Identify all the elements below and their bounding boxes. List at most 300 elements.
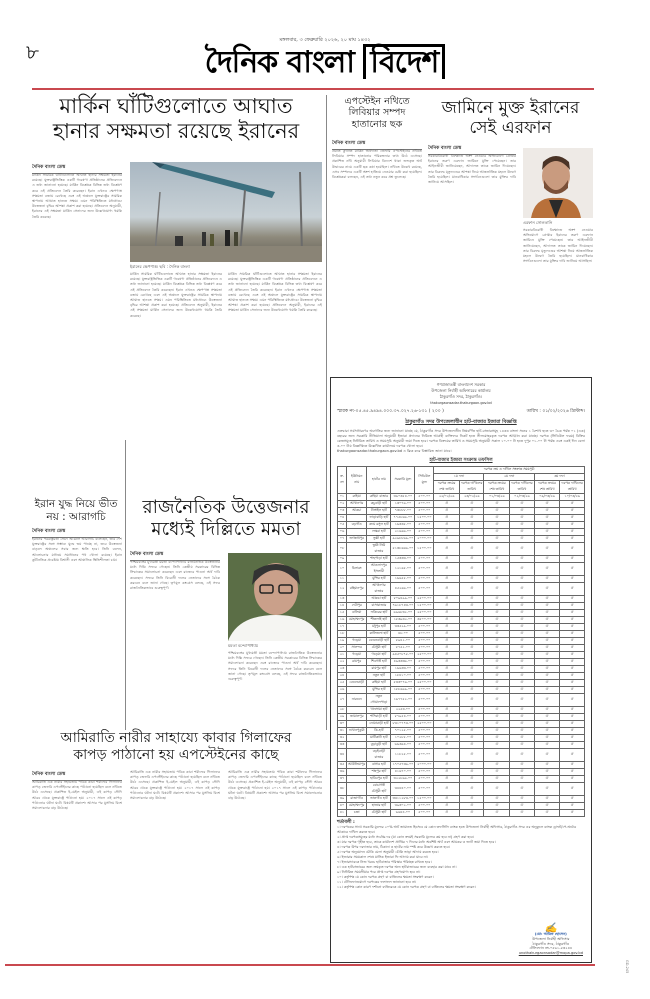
cell-schedule-date: ঐ [560,522,585,529]
schedule-group: ৩য় দফা [534,474,584,481]
cell-hat: শসিবাড়ী হাট [367,714,391,721]
cell-hat: আকচা হাট [367,596,391,603]
photo-caption: এরফান সোলতানি [523,220,553,225]
cell-schedule-date: ঐ [434,749,460,762]
cell-fee: ১৫০০.০০ [415,543,434,556]
signatory-office: ঠাকুরগাঁও সদর, ঠাকুরগাঁও [532,941,570,946]
cell-schedule-date: ঐ [459,556,484,563]
table-row [338,631,585,638]
cell-fee: ২০০০.০০ [415,536,434,543]
headline-line: কাপড় পাঠানো হয় এপস্টেইনের কাছে [73,746,279,763]
cell-no: ২২ [338,659,347,666]
article-body-column: পশ্চিমবঙ্গের মুখ্যমন্ত্রী মমতা বন্দ্যোপাধ্যায় রাজনৈতিক উত্তেজনার মধ্যে দিল্লি সফরে গেছেন। তিনি কেন্দ্রীয় সরকারের বিভিন্ন সিদ্ধান্তের সমালোচনা করেছেন এবং রাজ্যের পাওনা অর্থ দাবি করেছেন। সফরে তিনি বিরোধী দলের নেতাদের সঙ্গে বৈঠক করবেন বলে জানা গেছে। তৃণমূল কংগ্রেস বলছে, এই সফর রাজনৈতিকভাবে গুরুত্বপূর্ণ। [130,560,220,591]
cell-schedule-date: ঐ [484,776,510,783]
cell-fee: ২৫০০.০০ [415,721,434,728]
cell-schedule-date: ঐ [484,576,510,583]
cell-fee: ৫০০.০০ [415,666,434,673]
cell-schedule-date: ঐ [434,687,460,694]
cell-schedule-date: ০৯/০৩/২৬ [534,494,560,501]
cell-schedule-date: ঐ [484,769,510,776]
table-row [338,508,585,515]
cell-union: গড়েয়া [347,638,367,645]
cell-fee: ৫০০.০০ [415,638,434,645]
cell-schedule-date: ঐ [510,645,535,652]
cell-price: ৩৯৩০২.০০ [391,803,415,810]
cell-schedule-date: ঐ [510,583,535,596]
cell-schedule-date: ঐ [510,543,535,556]
term-item: ৭। ইজারাদারকে নিজ খরচে হাটবাজার পরিস্কার পরিচ্ছন্ন রাখতে হবে। [337,860,432,864]
cell-no: ১১ [338,576,347,583]
cell-schedule-date: ঐ [534,515,560,522]
cell-schedule-date: ঐ [510,638,535,645]
cell-no: ১০ [338,563,347,576]
cell-schedule-date: ঐ [534,563,560,576]
cell-hat: রুহিয়া বাজার [367,494,391,501]
schedule-sub: দরপত্র দাখিলের তারিখ [459,481,484,494]
cell-price: ৩৩৫২৯.০০ [391,624,415,631]
cell-schedule-date: ঐ [484,735,510,742]
cell-schedule-date: ঐ [434,603,460,610]
table-row [338,694,585,707]
cell-no: ৩১ [338,728,347,735]
cell-fee: ৫০০.০০ [415,501,434,508]
cell-fee: ২৫০০.০০ [415,652,434,659]
cell-fee: ৫০০.০০ [415,735,434,742]
cell-schedule-date: ঐ [560,714,585,721]
byline: দৈনিক বাংলা ডেস্ক [130,551,220,561]
article-body-column: সরকারবিরোধী বিক্ষোভে অংশ নেওয়ার অভিযোগে গ্রেপ্তার ইরানের তরুণ এরফান জামিনে মুক্তি পেয়েছেন। তার আইনজীবী জানিয়েছেন, আদালত তাকে জামিন দিয়েছেন। তার বিরুদ্ধে মৃত্যুদণ্ডের আশঙ্কা নিয়ে আন্তর্জাতিক মহলে উদ্বেগ তৈরি হয়েছিল। মানবাধিকার সংগঠনগুলো তার মুক্তির দাবি জানিয়ে আসছিল। [428,154,516,185]
article-body-column: সরকারবিরোধী বিক্ষোভে অংশ নেওয়ার অভিযোগে গ্রেপ্তার ইরানের তরুণ এরফান জামিনে মুক্তি পেয়েছেন। তার আইনজীবী জানিয়েছেন, আদালত তাকে জামিন দিয়েছেন। তার বিরুদ্ধে মৃত্যুদণ্ডের আশঙ্কা নিয়ে আন্তর্জাতিক মহলে উদ্বেগ তৈরি হয়েছিল। মানবাধিকার সংগঠনগুলো তার মুক্তির দাবি জানিয়ে আসছিল। [523,228,593,264]
cell-schedule-date: ঐ [560,776,585,783]
cell-price: ৭৬১৮৭৪৩.০০ [391,603,415,610]
notice-website[interactable]: thakurgaonsadar.thakurgaon.gov.bd [430,401,492,405]
cell-schedule-date: ঐ [534,617,560,624]
cell-schedule-date: ঐ [459,522,484,529]
byline: দৈনিক বাংলা ডেস্ক [32,528,120,538]
cell-schedule-date: ঐ [459,666,484,673]
headline-iran-missile[interactable] [30,94,322,144]
cell-schedule-date: ঐ [434,576,460,583]
cell-no: ৩৩ [338,742,347,749]
cell-schedule-date: ঐ [534,638,560,645]
cell-fee: ৫০০.০০ [415,624,434,631]
cell-schedule-date: ঐ [434,742,460,749]
cell-fee: ৫০০.০০ [415,769,434,776]
headline-line: হাতানোর ছক [351,118,403,130]
cell-schedule-date: ঐ [534,522,560,529]
cell-price: ৩৬০৩৫৪.০০ [391,494,415,501]
cell-hat: হাবিবপুর হাট [367,776,391,783]
cell-schedule-date: ঐ [534,783,560,796]
cell-no: ১৯ [338,638,347,645]
cell-union: রহিমানপুর [347,583,367,596]
cell-hat: রুহিয়া হাট [367,680,391,687]
schedule-sub: দরপত্র ক্রয়ের শেষ তারিখ [484,481,510,494]
term-item: ২। প্রাপ্ত দরপত্রসমূহের মধ্যে সর্বোচ্চ দর (যা কোন ক্রমেই সরকারি মূল্যের কম হবে না) গ্রহণ করা হবে। [337,835,475,839]
col-header: সরকারি মূল্য [391,467,415,494]
cell-price: ৮৭৯৫৪.০০ [391,714,415,721]
cell-no: ৩৭ [338,776,347,783]
table-row [338,522,585,529]
cell-schedule-date: ঐ [484,680,510,687]
cell-schedule-date: ঐ [560,603,585,610]
cell-union: গড়েয়া [347,652,367,659]
cell-schedule-date: ঐ [484,796,510,803]
article-body-column: মার্কিন সামরিক ঘাঁটিগুলোতে আঘাত হানার সক্ষমতা ইরানের রয়েছে। যুক্তরাষ্ট্রভিত্তিক একটি গবেষণা প্রতিষ্ঠানের প্রতিবেদনে এ তথ্য জানানো হয়েছে। মার্কিন বিশ্লেষক বিভিন্ন তথ্য বিশ্লেষণ করে এই প্রতিবেদন তৈরি করেছেন। ইরান এখনও ক্ষেপণাস্ত্র সক্ষমতা বজায় রেখেছে এবং এই অঞ্চলে যুক্তরাষ্ট্রের সামরিক স্থাপনায় আঘাত হানতে সক্ষম। এমন পরিস্থিতিতে মধ্যপ্রাচ্যে উত্তেজনা বৃদ্ধির আশঙ্কা প্রকাশ করা হয়েছে। প্রতিবেদন অনুযায়ী, ইরানের এই সক্ষমতা মার্কিন সেনাদের জন্য উল্লেখযোগ্য হুমকি তৈরি করেছে। [130,272,222,318]
headline-line: নয় : আরাগচি [46,510,106,523]
cell-no: ০১ [338,494,347,501]
cell-schedule-date: ঐ [459,638,484,645]
gov-line: গণপ্রজাতন্ত্রী বাংলাদেশ সরকার [436,382,486,387]
cell-schedule-date: ঐ [434,563,460,576]
cell-price: ১৬৬৩৩.০০ [391,666,415,673]
cell-schedule-date: ঐ [510,617,535,624]
cell-schedule-date: ঐ [534,543,560,556]
cell-schedule-date: ঐ [459,563,484,576]
cell-price: ১৭০৫৭৩৬.০০ [391,762,415,769]
cell-fee: ৫০০.০০ [415,728,434,735]
table-row [338,617,585,624]
cell-schedule-date: ০১/০৩/২৬ [484,494,510,501]
cell-schedule-date: ঐ [534,576,560,583]
byline: দৈনিক বাংলা ডেস্ক [32,771,122,781]
cell-price: ৯২৯৮৮৬৯.০০ [391,536,415,543]
cell-union [347,576,367,583]
cell-fee: ৫০০.০০ [415,749,434,762]
cell-schedule-date: ঐ [484,783,510,796]
cell-hat: রায়পুর হাট [367,666,391,673]
cell-schedule-date: ঐ [560,735,585,742]
cell-schedule-date: ঐ [484,721,510,728]
cell-schedule-date: ঐ [484,617,510,624]
headline-line: মার্কিন ঘাঁটিগুলোতে আঘাত [59,94,293,118]
cell-fee: ৫০০.০০ [415,631,434,638]
cell-no: ০৯ [338,556,347,563]
cell-schedule-date: ঐ [560,721,585,728]
cell-schedule-date: ঐ [434,666,460,673]
cell-schedule-date: ঐ [510,728,535,735]
cell-schedule-date: ঐ [434,673,460,680]
cell-price: ১৫৩৩৩.০০ [391,556,415,563]
cell-schedule-date: ঐ [534,694,560,707]
headline-line: মধ্যেই দিল্লিতে মমতা [151,519,301,541]
cell-price: ১০২৮৫.০০ [391,735,415,742]
cell-schedule-date: ঐ [534,659,560,666]
cell-union [347,673,367,680]
table-row [338,543,585,556]
cell-hat: কি-হাট [367,728,391,735]
table-row [338,494,585,501]
cell-price: ৫১৩৮৬৬৬.০০ [391,543,415,556]
cell-schedule-date: ঐ [534,714,560,721]
table-row [338,666,585,673]
cell-schedule-date: ঐ [560,749,585,762]
headline-line: এপস্টেইন নথিতে [344,96,410,107]
cell-schedule-date: ঐ [534,666,560,673]
cell-schedule-date: ঐ [510,762,535,769]
cell-fee: ৫০০.০০ [415,494,434,501]
cell-price: ১৬৬৫৫.০০ [391,576,415,583]
cell-fee: ৩৫০০.০০ [415,617,434,624]
table-row [338,687,585,694]
cell-hat: বড়ইবাড়ী বাজার [367,749,391,762]
cell-schedule-date: ঐ [484,714,510,721]
cell-schedule-date: ঐ [560,687,585,694]
cell-schedule-date: ঐ [534,501,560,508]
cell-union: নারগুন [347,694,367,707]
cell-schedule-date: ঐ [510,776,535,783]
cell-schedule-date: ঐ [560,680,585,687]
cell-schedule-date: ঐ [510,673,535,680]
cell-schedule-date: ঐ [510,680,535,687]
cell-schedule-date: ঐ [510,563,535,576]
cell-schedule-date: ঐ [484,762,510,769]
cell-union [347,596,367,603]
signatory-phone: টেলিফোন নং-০৫৬১-৫৩২৪৪ [529,946,573,951]
cell-schedule-date: ঐ [434,543,460,556]
cell-schedule-date: ঐ [459,803,484,810]
cell-no: ২৬ [338,687,347,694]
cell-no: ৩০ [338,721,347,728]
terms-title: শর্তাবলী : [337,820,355,825]
cell-schedule-date: ঐ [434,707,460,714]
cell-schedule-date: ঐ [484,522,510,529]
cell-hat: কচুবাড়ী হাট [367,501,391,508]
table-row [338,603,585,610]
cell-no: ২৯ [338,714,347,721]
cell-schedule-date: ঐ [459,694,484,707]
cell-schedule-date: ঐ [510,508,535,515]
cell-hat: বোচাগঞ্জ চৌধুরী হাট [367,783,391,796]
cell-hat: আওলাদপুর ইসলামী [367,563,391,576]
cell-price: ৬৯৬৮৩২.০০ [391,610,415,617]
cell-no: ২১ [338,652,347,659]
term-item: ৯। নির্ধারিত সময়সীমার পরে প্রাপ্ত দরপত্র গ্রহণযোগ্য হবে না। [337,870,421,874]
schedule-group: ২য় দফা [484,474,534,481]
cell-price: ৪৮.০০ [391,631,415,638]
table-row [338,556,585,563]
cell-schedule-date: ঐ [510,783,535,796]
memo-number: স্মারক নং-০৫.৪৫.৯৪৯৪.০০০.৩৭.০২৭.২৬-১৩১ ( ২০০ ) [337,409,444,414]
cell-schedule-date: ঐ [510,536,535,543]
cell-fee: ৫০০.০০ [415,783,434,796]
cell-schedule-date: ঐ [434,536,460,543]
article-body-column: পশ্চিমবঙ্গের মুখ্যমন্ত্রী মমতা বন্দ্যোপাধ্যায় রাজনৈতিক উত্তেজনার মধ্যে দিল্লি সফরে গেছেন। তিনি কেন্দ্রীয় সরকারের বিভিন্ন সিদ্ধান্তের সমালোচনা করেছেন এবং রাজ্যের পাওনা অর্থ দাবি করেছেন। সফরে তিনি বিরোধী দলের নেতাদের সঙ্গে বৈঠক করবেন বলে জানা গেছে। তৃণমূল কংগ্রেস বলছে, এই সফর রাজনৈতিকভাবে গুরুত্বপূর্ণ। [228,651,322,682]
cell-schedule-date: ঐ [534,603,560,610]
cell-hat: শাহপুর হাট [367,769,391,776]
cell-union: চিলারং [347,563,367,576]
cell-schedule-date: ঐ [560,707,585,714]
schedule-sub: দরপত্র দাখিলের তারিখ [510,481,535,494]
cell-schedule-date: ঐ [534,721,560,728]
cell-price: ৩৩১১২৮৩.০০ [391,796,415,803]
headline-erfan[interactable] [428,98,593,139]
cell-union: জামালপুর [347,714,367,721]
cell-schedule-date: ঐ [534,652,560,659]
cell-no: ১৩ [338,596,347,603]
cell-hat: টাঙ্গাইল হাট [367,508,391,515]
cell-schedule-date: ঐ [560,536,585,543]
cell-schedule-date: ঐ [534,529,560,536]
cell-union [347,666,367,673]
headline-araghchi[interactable] [30,498,122,523]
cell-no: ২৮ [338,707,347,714]
cell-schedule-date: ঐ [459,769,484,776]
cell-price: ৮৭৫২.০০ [391,645,415,652]
cell-schedule-date: ঐ [560,694,585,707]
cell-schedule-date: ঐ [510,735,535,742]
cell-schedule-date: ঐ [534,796,560,803]
cell-hat: শাহপাড়া হাট [367,556,391,563]
cell-price: ২১৬৬৬.০০ [391,529,415,536]
cell-no: ০৩ [338,508,347,515]
table-row [338,536,585,543]
cell-schedule-date: ঐ [459,687,484,694]
cell-no: ০৬ [338,529,347,536]
cell-price: ১২১৬৫.০০ [391,563,415,576]
cell-schedule-date: ২২/০২/২৬ [434,494,460,501]
cell-schedule-date: ঐ [560,508,585,515]
cell-price: ৪৯৩৩৩৬.০০ [391,659,415,666]
mamata-photo [228,553,322,641]
table-row [338,776,585,783]
schedule-sub: দরপত্র ক্রয়ের শেষ তারিখ [534,481,560,494]
cell-union [347,631,367,638]
cell-schedule-date: ঐ [434,721,460,728]
headline-mamata[interactable] [128,497,324,541]
cell-price: ১৮৩৯৩২.০০ [391,617,415,624]
cell-price: ৮০৯৪৯৯.০০ [391,596,415,603]
cell-union: রায়পুর [347,659,367,666]
cell-schedule-date: ঐ [560,652,585,659]
signature-icon: ✍ [544,923,558,935]
headline-kaaba[interactable] [30,730,322,764]
article-body-column: ইরানের পররাষ্ট্রমন্ত্রী সৈয়দ আব্বাস আরাগচি বলেছেন, তার দেশ যুক্তরাষ্ট্রের সঙ্গে সম্ভাব্য যুদ্ধে ভয় পাচ্ছে না, তবে উত্তেজনা বাড়লে অঞ্চলের সবার জন্য ক্ষতি হবে। তিনি বলেন, আলোচনার মাধ্যমে সমাধানের পথ খোলা রয়েছে। ইরান কূটনৈতিক প্রচেষ্টায় বিশ্বাসী এবং আঞ্চলিক স্থিতিশীলতা চায়। [32,537,122,562]
cell-price: ৩৪৪৪০.০০ [391,783,415,796]
table-row [338,673,585,680]
cell-union: রাজাগাঁও [347,796,367,803]
cell-union: বড়গাঁও [347,522,367,529]
cell-schedule-date: ঐ [484,563,510,576]
cell-union [347,556,367,563]
notice-website-note: thakurgaonsadar.thakurgaon.gov.bd এ ক্লিক করে বিস্তারিত জানা যাবে। [337,449,452,453]
schedule-sub: দরপত্র দাখিলের তারিখ [560,481,585,494]
article-body-column: মার্কিন সামরিক ঘাঁটিগুলোতে আঘাত হানার সক্ষমতা ইরানের রয়েছে। যুক্তরাষ্ট্রভিত্তিক একটি গবেষণা প্রতিষ্ঠানের প্রতিবেদনে এ তথ্য জানানো হয়েছে। মার্কিন বিশ্লেষক বিভিন্ন তথ্য বিশ্লেষণ করে এই প্রতিবেদন তৈরি করেছেন। ইরান এখনও ক্ষেপণাস্ত্র সক্ষমতা বজায় রেখেছে এবং এই অঞ্চলে যুক্তরাষ্ট্রের সামরিক স্থাপনায় আঘাত হানতে সক্ষম। এমন পরিস্থিতিতে মধ্যপ্রাচ্যে উত্তেজনা বৃদ্ধির আশঙ্কা প্রকাশ করা হয়েছে। প্রতিবেদন অনুযায়ী, ইরানের এই সক্ষমতা মার্কিন সেনাদের জন্য উল্লেখযোগ্য হুমকি তৈরি করেছে। [32,173,122,219]
cell-union: আখানগর [347,501,367,508]
cell-union: চন্দ্রা [347,810,367,817]
headline-line: ইরান যুদ্ধ নিয়ে ভীত [34,498,118,510]
cell-fee: ২৫০০.০০ [415,680,434,687]
cell-no: ২৫ [338,680,347,687]
ad-code: GD-245 [625,960,629,974]
cell-no: ০৫ [338,522,347,529]
cell-schedule-date: ঐ [534,742,560,749]
cell-hat: মাটিকাটা হাট [367,735,391,742]
cell-schedule-date: ঐ [560,673,585,680]
table-row [338,769,585,776]
portrait-icon [523,148,593,218]
cell-price: ৯৪৫০৮৭৫.০০ [391,652,415,659]
cell-schedule-date: ঐ [434,694,460,707]
headline-epstein-libya[interactable] [332,96,422,130]
cell-schedule-date: ঐ [434,680,460,687]
cell-schedule-date: ঐ [459,749,484,762]
cell-schedule-date: ঐ [484,508,510,515]
cell-schedule-date: ঐ [510,659,535,666]
cell-union [347,749,367,762]
cell-schedule-date: ঐ [510,749,535,762]
cell-no: ৪১ [338,810,347,817]
cell-union: জগন্নাথপুর [347,536,367,543]
cell-schedule-date: ঐ [534,735,560,742]
table-row [338,680,585,687]
notice-title: ঠাকুরগাঁও সদর উপজেলাধীন হাট-বাজার ইজারা বিজ্ঞপ্তি [405,419,517,425]
cell-union [347,721,367,728]
col-header: হাটের নাম [367,467,391,494]
table-row [338,742,585,749]
portrait-icon [228,553,322,641]
table-row [338,529,585,536]
article-body-column: মার্কিন সামরিক ঘাঁটিগুলোতে আঘাত হানার সক্ষমতা ইরানের রয়েছে। যুক্তরাষ্ট্রভিত্তিক একটি গবেষণা প্রতিষ্ঠানের প্রতিবেদনে এ তথ্য জানানো হয়েছে। মার্কিন বিশ্লেষক বিভিন্ন তথ্য বিশ্লেষণ করে এই প্রতিবেদন তৈরি করেছেন। ইরান এখনও ক্ষেপণাস্ত্র সক্ষমতা বজায় রেখেছে এবং এই অঞ্চলে যুক্তরাষ্ট্রের সামরিক স্থাপনায় আঘাত হানতে সক্ষম। এমন পরিস্থিতিতে মধ্যপ্রাচ্যে উত্তেজনা বৃদ্ধির আশঙ্কা প্রকাশ করা হয়েছে। প্রতিবেদন অনুযায়ী, ইরানের এই সক্ষমতা মার্কিন সেনাদের জন্য উল্লেখযোগ্য হুমকি তৈরি করেছে। [228,272,322,313]
cell-schedule-date: ঐ [484,728,510,735]
cell-schedule-date: ঐ [434,796,460,803]
cell-schedule-date: ঐ [459,624,484,631]
cell-fee: ৫০০.০০ [415,508,434,515]
cell-schedule-date: ঐ [534,749,560,762]
cell-schedule-date: ১০/০৩/২৬ [560,494,585,501]
cell-schedule-date: ঐ [459,501,484,508]
cell-schedule-date: ঐ [484,707,510,714]
cell-schedule-date: ঐ [459,631,484,638]
cell-union [347,687,367,694]
cell-hat: শিবগঞ্জ হাট [367,659,391,666]
cell-price: ৮৯৪২.০০ [391,638,415,645]
cell-union: মোহাম্মদপুর [347,803,367,810]
cell-schedule-date: ঐ [534,556,560,563]
cell-price: ৪১৬৭০.০০ [391,769,415,776]
cell-schedule-date: ঐ [459,714,484,721]
terms-section [337,820,585,890]
table-row [338,501,585,508]
cell-union: বালিয়া [347,610,367,617]
cell-fee: ১৫০০.০০ [415,603,434,610]
table-row [338,714,585,721]
cell-union [347,543,367,556]
schedule-sub: দরপত্র ক্রয়ের শেষ তারিখ [434,481,460,494]
table-row [338,583,585,596]
cell-no: ৩৯ [338,796,347,803]
cell-schedule-date: ঐ [560,583,585,596]
erfan-photo [523,148,593,218]
cell-union: বেগুনবাড়ী [347,680,367,687]
cell-schedule-date: ঐ [510,529,535,536]
table-row [338,728,585,735]
cell-union [347,776,367,783]
signatory-email[interactable]: unothakurgaonsadar@mopa.gov.bd [518,951,583,956]
cell-price: ১১৮২৫.০০ [391,749,415,762]
cell-schedule-date: ঐ [534,680,560,687]
table-row [338,803,585,810]
signatory-title: উপজেলা নির্বাহী অফিসার [532,936,570,941]
cell-schedule-date: ঐ [434,596,460,603]
cell-fee: ১৫০০.০০ [415,796,434,803]
cell-hat: ভুল্লী নিউ বাজার [367,543,391,556]
table-row [338,624,585,631]
cell-schedule-date: ঐ [560,796,585,803]
cell-schedule-date: ঐ [484,603,510,610]
table-row [338,645,585,652]
cell-schedule-date: ঐ [459,610,484,617]
